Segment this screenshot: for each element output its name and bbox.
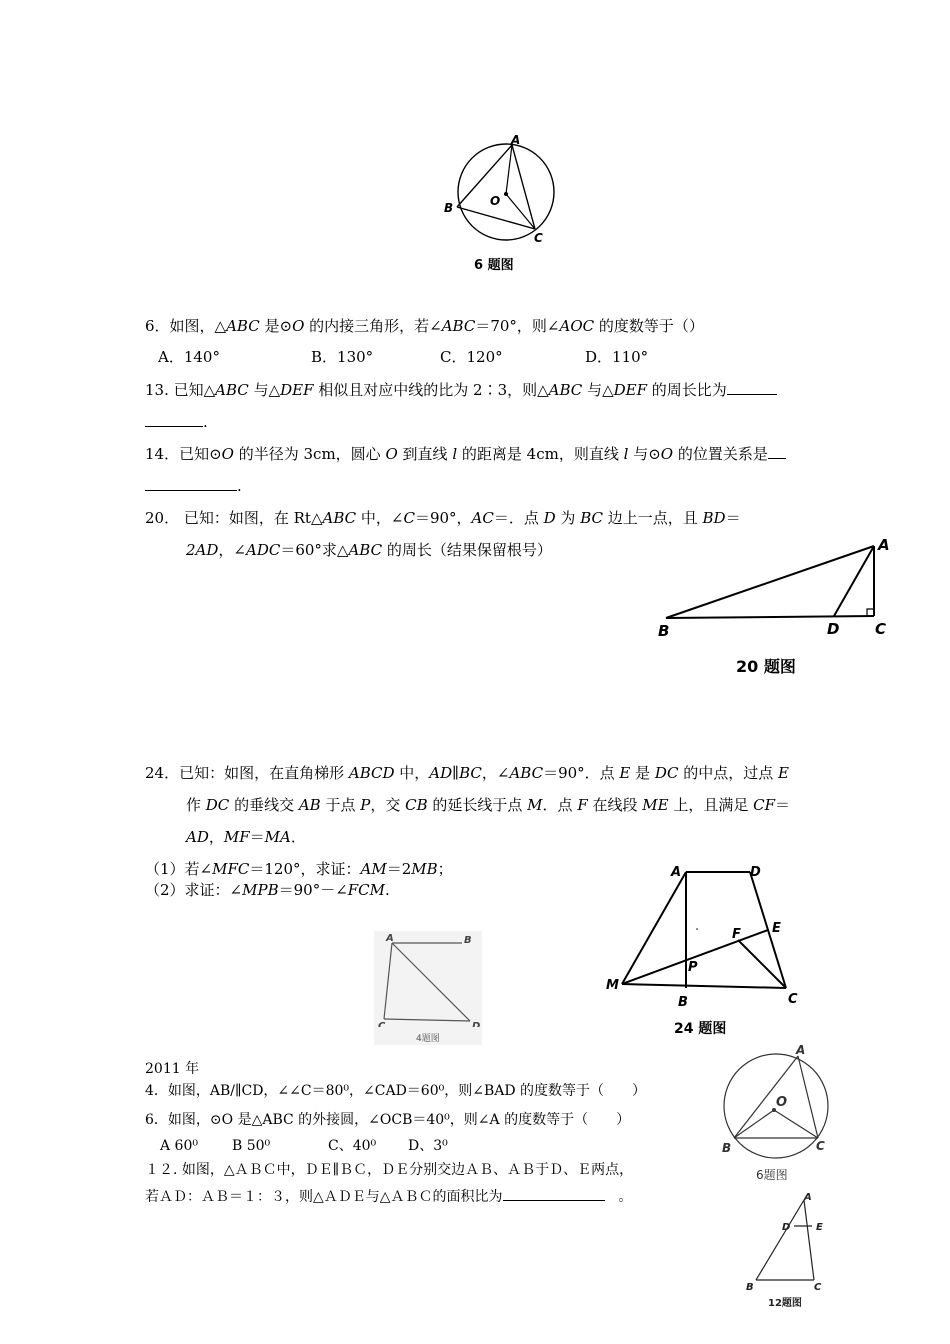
option-c: C、40⁰ — [328, 1138, 377, 1154]
right-triangle-diagram — [650, 530, 900, 640]
svg-text:B: B — [464, 935, 472, 946]
option-b: B．130° — [311, 348, 374, 366]
figure-q4 — [374, 931, 482, 1045]
option-d: D．110° — [585, 348, 649, 366]
svg-text:B: B — [658, 622, 670, 640]
svg-text:A: A — [796, 1043, 806, 1057]
svg-text:B: B — [746, 1282, 754, 1293]
question-24-line3: AD，MF＝MA． — [186, 828, 306, 846]
svg-text:E: E — [816, 1222, 823, 1233]
svg-text:A: A — [386, 933, 394, 944]
svg-text:A: A — [804, 1192, 812, 1203]
figure-q24 — [600, 858, 820, 1040]
svg-text:C: C — [875, 620, 887, 638]
option-b: B 50⁰ — [232, 1138, 271, 1154]
svg-text:A: A — [671, 865, 682, 880]
answer-blank — [145, 412, 203, 427]
option-a: A 60⁰ — [160, 1138, 198, 1154]
question-24-part1: （1）若∠MFC＝120°，求证：AM＝2MB； — [145, 860, 453, 878]
figure-caption: 24 题图 — [674, 1021, 727, 1037]
svg-text:D: D — [750, 865, 761, 880]
svg-text:C: C — [816, 1139, 825, 1153]
question-13: 13. 已知△ABC 与△DEF 相似且对应中线的比为 2∶3，则△ABC 与△DEF 的周长比为 — [145, 380, 777, 400]
answer-blank — [727, 380, 777, 395]
figure-caption: 6题图 — [756, 1168, 788, 1182]
question-2011-4: 4．如图，AB/∥CD，∠∠C＝80⁰，∠CAD＝60⁰，则∠BAD 的度数等于（ ） — [145, 1083, 647, 1099]
question-20: 20． 已知：如图，在 Rt△ABC 中，∠C＝90°，AC＝．点 D 为 BC 边上一点，且 BD＝ — [145, 509, 741, 527]
question-14: 14．已知⊙O 的半径为 3cm，圆心 O 到直线 l 的距离是 4cm，则直线 l 与⊙O 的位置关系是 — [145, 444, 786, 464]
svg-text:D: D — [782, 1222, 791, 1233]
svg-text:C: C — [534, 231, 543, 245]
figure-q6 — [440, 132, 570, 277]
circumcircle-diagram — [718, 1042, 838, 1162]
svg-text:B: B — [444, 201, 454, 215]
question-6: 6．如图，△ABC 是⊙O 的内接三角形，若∠ABC＝70°，则∠AOC 的度数等于（） — [145, 317, 704, 335]
question-24-part2: （2）求证：∠MPB＝90°－∠FCM. — [145, 881, 390, 899]
svg-text:A: A — [878, 536, 890, 554]
similar-triangle-diagram — [742, 1190, 832, 1294]
svg-text:D: D — [472, 1021, 481, 1027]
figure-caption: 20 题图 — [736, 657, 796, 676]
answer-blank — [145, 476, 237, 491]
figure-2011-q12 — [742, 1190, 832, 1310]
answer-blank — [503, 1186, 605, 1201]
svg-text:O: O — [776, 1095, 788, 1110]
svg-text:D: D — [827, 620, 840, 638]
option-c: C．120° — [440, 348, 503, 366]
figure-caption: 4题图 — [416, 1034, 440, 1044]
figure-2011-q6 — [718, 1042, 838, 1190]
figure-q20 — [650, 530, 900, 680]
question-20-line2: 2AD，∠ADC＝60°求△ABC 的周长（结果保留根号） — [186, 541, 552, 559]
figure-caption: 12题图 — [768, 1298, 802, 1309]
figure-caption: 6 题图 — [474, 258, 514, 273]
quadrilateral-diagram — [374, 931, 482, 1027]
svg-text:C: C — [378, 1021, 386, 1027]
answer-blank — [768, 444, 786, 459]
svg-text:F: F — [732, 927, 741, 942]
option-d: D、3⁰ — [408, 1138, 448, 1154]
svg-text:A: A — [511, 133, 521, 147]
svg-text:O: O — [490, 194, 501, 208]
question-2011-12: １２. 如图，△ＡＢＣ中，ＤＥ∥ＢＣ，ＤＥ分别交边ＡＢ、ＡＢ于Ｄ、Ｅ两点， — [145, 1162, 634, 1178]
svg-text:P: P — [688, 960, 698, 975]
question-24-line2: 作 DC 的垂线交 AB 于点 P，交 CB 的延长线于点 M．点 F 在线段 ME 上，且满足 CF＝ — [186, 796, 791, 814]
question-13-line2: . — [145, 412, 208, 432]
question-14-line2: . — [145, 476, 242, 496]
svg-text:M: M — [606, 978, 619, 993]
svg-text:E: E — [772, 921, 781, 936]
section-year: 2011 年 — [145, 1061, 200, 1077]
question-2011-6: 6．如图，⊙O 是△ABC 的外接圆，∠OCB＝40⁰，则∠A 的度数等于（ ） — [145, 1112, 631, 1128]
question-24: 24．已知：如图，在直角梯形 ABCD 中，AD∥BC，∠ABC＝90°．点 E 是 DC 的中点，过点 E — [145, 764, 789, 782]
option-a: A．140° — [158, 348, 220, 366]
svg-text:C: C — [788, 992, 798, 1007]
svg-text:B: B — [678, 995, 688, 1008]
svg-text:C: C — [814, 1282, 822, 1293]
trapezoid-diagram — [600, 858, 820, 1008]
question-2011-12-line2: 若ＡＤ：ＡＢ＝１：３，则△ＡＤＥ与△ＡＢＣ的面积比为 。 — [145, 1186, 633, 1207]
svg-text:B: B — [722, 1141, 732, 1155]
